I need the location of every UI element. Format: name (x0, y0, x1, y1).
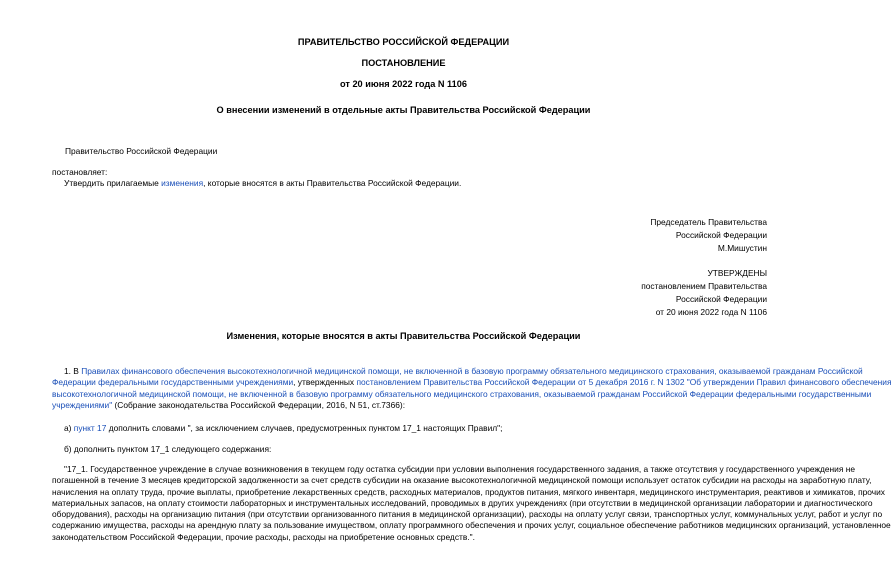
item-1-approved: , утвержденных (293, 377, 357, 388)
quote-line-6: содержанию имущества, расходы на арендную плату за пользование имуществом, оплату программного обеспечения и прочих услуг, социальное обеспечение работников медицинских организаций, установленное (52, 520, 891, 531)
changes-title: Изменения, которые вносятся в акты Правительства Российской Федерации (226, 331, 581, 341)
item-1-line-3 (52, 388, 872, 400)
decides-line: постановляет: (52, 167, 108, 177)
document-title: О внесении изменений в отдельные акты Правительства Российской Федерации (216, 105, 591, 115)
signature-line-1: Председатель Правительства (650, 217, 767, 227)
rules-link[interactable]: Правилах финансового обеспечения высокотехнологичной медицинской помощи, не включенной в базовую программу обязательного медицинского страхования, оказываемой гражданам Российской (81, 366, 863, 376)
document-date: от 20 июня 2022 года N 1106 (340, 79, 467, 89)
signature-line-2: Российской Федерации (675, 230, 767, 240)
approve-prefix: Утвердить прилагаемые (64, 178, 162, 188)
changes-link[interactable]: изменения (161, 178, 204, 188)
item-a-prefix: а) (64, 423, 74, 433)
signature-line-3: М.Мишустин (717, 243, 767, 253)
quote-line-1: "17_1. Государственное учреждение в случае возникновения в текущем году остатка субсидии при условии выполнения государственного задания, а также отсутствия у государственного учреждения не (64, 464, 856, 474)
signature-block (650, 216, 767, 255)
clause-17-link[interactable]: пункт 17 (73, 423, 107, 433)
issuer-line: Правительство Российской Федерации (65, 146, 218, 156)
item-1-line-1 (52, 366, 863, 377)
item-1-paragraph (52, 366, 892, 411)
approve-suffix: , которые вносятся в акты Правительства Российской Федерации. (203, 178, 462, 188)
item-a-line (64, 423, 502, 433)
item-a-rest: дополнить словами ", за исключением случаев, предусмотренных пунктом 17_1 настоящих Правил"; (106, 423, 503, 433)
item-1-line-4 (52, 400, 769, 411)
quote-paragraph (52, 464, 891, 543)
resolution-link[interactable]: постановлением Правительства Российской Федерации от 5 декабря 2016 г. N 1302 "Об утверждении Правил финансового обеспечения (356, 377, 892, 388)
resolution-link-end[interactable]: учреждениями" (52, 399, 113, 410)
quote-line-2: погашенной в течение 3 месяцев кредиторской задолженности за счет средств субсидии на оказание высокотехнологичной медицинской помощи использует остаток субсидии на расходы на заработную плату, (52, 475, 872, 486)
quote-line-5: оборудования), расходы на организацию питания (при отсутствии организованного питания в медицинской организации), расходы на оплату услуг связи, транспортных услуг, коммунальных услуг, работ и услуг по (52, 509, 883, 520)
approve-line (64, 178, 461, 188)
item-b-line: б) дополнить пунктом 17_1 следующего содержания: (64, 444, 272, 454)
approval-line-4: от 20 июня 2022 года N 1106 (655, 307, 767, 317)
approval-line-1: УТВЕРЖДЕНЫ (707, 268, 767, 278)
item-1-source: (Собрание законодательства Российской Федерации, 2016, N 51, ст.7366): (112, 399, 406, 410)
item-1-line-2 (52, 377, 892, 388)
quote-line-3: начисления на оплату труда, прочие выплаты, приобретение лекарственных средств, расходных материалов, продуктов питания, мягкого инвентаря, медицинского инструментария, реактивов и химикатов, прочих (52, 486, 885, 497)
approval-block (641, 267, 767, 319)
approval-line-2: постановлением Правительства (641, 281, 767, 291)
item-1-prefix: 1. В (64, 366, 82, 376)
approval-line-3: Российской Федерации (675, 294, 767, 304)
resolution-link-continued[interactable]: высокотехнологичной медицинской помощи, не включенной в базовую программу обязательного медицинского страхования, оказываемой гражданам Российской Федерации федеральными государственными (52, 388, 872, 399)
quote-line-4: материальных запасов, на оплату стоимости лабораторных и инструментальных исследований, проводимых в других учреждениях (при отсутствии в медицинской организации лаборатории и диагностического (52, 497, 873, 508)
rules-link-continued[interactable]: Федерации федеральными государственными учреждениями (52, 377, 294, 388)
quote-line-7: законодательством Российской Федерации, прочие расходы, расходы на приобретение основных средств.". (52, 531, 475, 542)
document-type: ПОСТАНОВЛЕНИЕ (361, 58, 446, 68)
government-heading: ПРАВИТЕЛЬСТВО РОССИЙСКОЙ ФЕДЕРАЦИИ (297, 37, 510, 47)
